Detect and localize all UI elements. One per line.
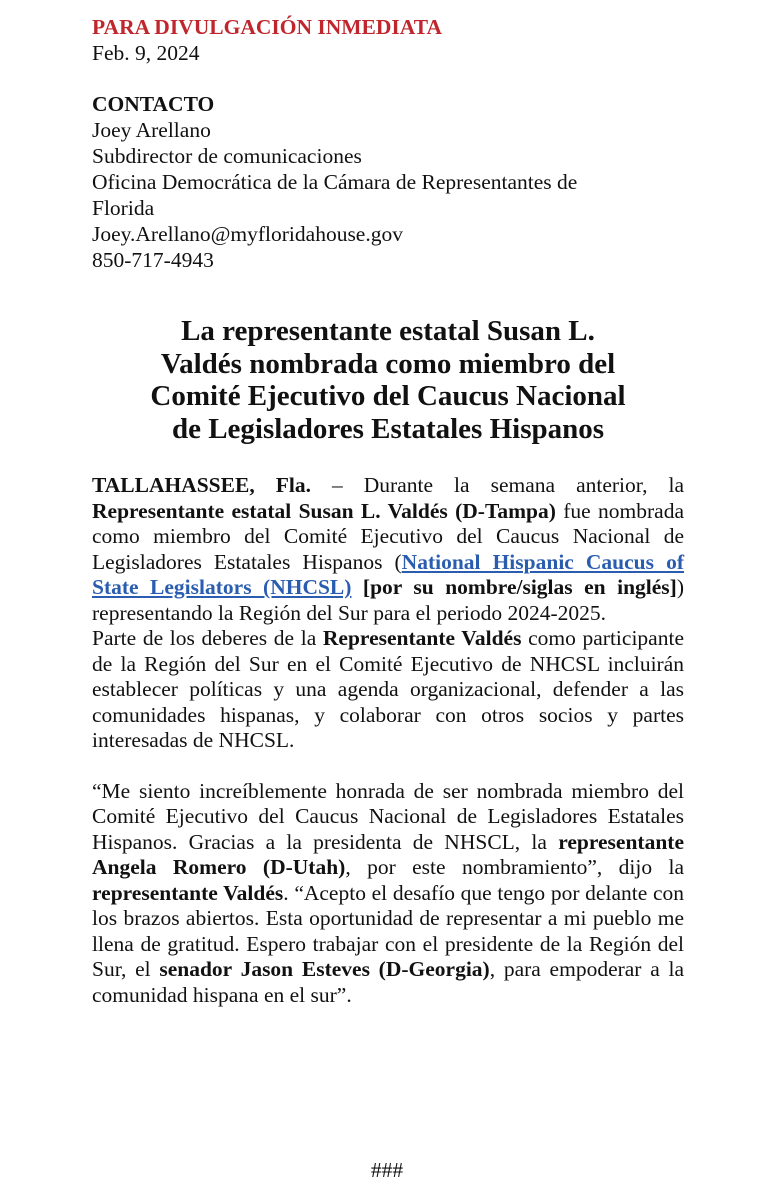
representative-name: Representante estatal Susan L. Valdés (D-Tampa) xyxy=(92,498,556,523)
contact-heading: CONTACTO xyxy=(92,92,215,116)
text-run: , para empoderar a la comunidad hispana en el sur”. xyxy=(92,957,684,1007)
nhcsl-link[interactable]: National Hispanic Caucus of State Legislators (NHCSL) xyxy=(92,549,684,599)
paragraph-duties xyxy=(92,626,684,754)
text-run: , por este nombramiento”, dijo la xyxy=(345,855,684,879)
contact-phone: 850-717-4943 xyxy=(92,248,214,272)
representative-name: Representante Valdés xyxy=(322,626,522,650)
release-label: PARA DIVULGACIÓN INMEDIATA xyxy=(92,15,442,39)
text-run: “Me siento increíblemente honrada de ser nombrada miembro del Comité Ejecutivo del Caucus Nacional de Legisladores Estatales Hispanos. Gracias a la presidenta de NHSCL, la xyxy=(92,778,684,854)
contact-name: Joey Arellano xyxy=(92,118,211,142)
romero-name: representante Angela Romero (D-Utah) xyxy=(92,829,684,879)
spacer xyxy=(92,66,684,91)
end-mark: ### xyxy=(370,1158,404,1182)
contact-office-line1: Oficina Democrática de la Cámara de Representantes de xyxy=(92,170,578,194)
representative-name: representante Valdés xyxy=(92,880,284,905)
english-name-note: [por su nombre/siglas en inglés] xyxy=(351,575,677,599)
contact-block xyxy=(92,91,684,273)
contact-title: Subdirector de comunicaciones xyxy=(92,144,362,168)
text-run: fue nombrada como miembro del Comité Ejecutivo del Caucus Nacional de Legisladores Estatales Hispanos ( xyxy=(92,498,684,574)
release-date: Feb. 9, 2024 xyxy=(92,41,200,65)
paragraph-announcement xyxy=(92,473,684,626)
spacer xyxy=(92,754,684,779)
contact-email: Joey.Arellano@myfloridahouse.gov xyxy=(92,222,403,246)
text-run: – Durante la semana anterior, la xyxy=(310,473,684,497)
text-run: Parte de los deberes de la xyxy=(92,626,323,650)
headline-line: de Legisladores Estatales Hispanos xyxy=(171,412,605,445)
headline-line: Valdés nombrada como miembro del xyxy=(160,347,616,380)
text-run: . “Acepto el desafío que tengo por delante con los brazos abiertos. Esta oportunidad de representar a mi pueblo me llena de gratitud. Espero trabajar con el presidente de la Región del Sur, el xyxy=(92,880,684,981)
headline xyxy=(92,315,684,445)
text-run: ) representando la Región del Sur para el periodo 2024-2025. xyxy=(92,575,684,625)
contact-office-line2: Florida xyxy=(92,196,155,220)
headline-line: La representante estatal Susan L. xyxy=(181,315,595,347)
paragraph-quote xyxy=(92,779,684,1009)
headline-line: Comité Ejecutivo del Caucus Nacional xyxy=(150,380,626,412)
esteves-name: senador Jason Esteves (D-Georgia) xyxy=(159,957,490,981)
text-run: como participante de la Región del Sur en el Comité Ejecutivo de NHCSL incluirán establecer políticas y una agenda organizacional, defender a las comunidades hispanas, y colaborar con otros socios y partes interesadas de NHCSL. xyxy=(92,626,684,752)
dateline: TALLAHASSEE, Fla. xyxy=(92,473,311,497)
